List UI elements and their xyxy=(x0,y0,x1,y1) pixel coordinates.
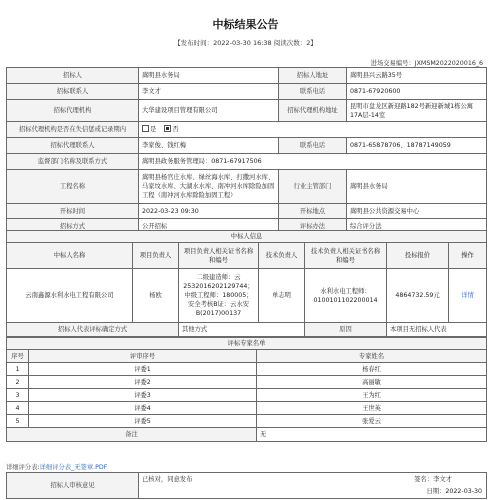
expert-no: 1 xyxy=(7,363,29,376)
label-remark: 备注 xyxy=(7,428,257,442)
discredit-options xyxy=(139,122,487,138)
page-title: 中标结果公告 xyxy=(212,18,279,31)
winner-section-title: 中标人信息 xyxy=(7,231,487,243)
value-open-place: 嵩明县公共资源交易中心 xyxy=(347,204,487,219)
col-header: 序号 xyxy=(7,350,29,363)
expert-seq: 评委2 xyxy=(29,376,257,389)
label-project-name: 工程名称 xyxy=(7,170,139,204)
table-row xyxy=(7,389,487,402)
expert-seq: 评委3 xyxy=(29,389,257,402)
expert-name: 王为红 xyxy=(257,389,487,402)
col-header: 投标报价 xyxy=(387,243,449,269)
expert-name: 王世英 xyxy=(257,402,487,415)
date-label: 日期： xyxy=(426,488,446,495)
expert-name: 杨春红 xyxy=(257,363,487,376)
value-rep-method: 其他方式 xyxy=(179,323,305,337)
winner-table xyxy=(6,230,487,337)
col-header: 专家姓名 xyxy=(257,350,487,363)
value-phone: 0871-67920600 xyxy=(347,84,487,100)
info-row xyxy=(7,138,487,154)
info-row xyxy=(7,204,487,219)
label-phone: 联系电话 xyxy=(279,84,347,100)
label-eval-method: 评标办法 xyxy=(279,219,347,234)
expert-no: 4 xyxy=(7,402,29,415)
info-row xyxy=(7,170,487,204)
label-agency-phone: 联系电话 xyxy=(279,138,347,154)
radio-no[interactable] xyxy=(164,125,171,132)
col-header: 评审序号 xyxy=(29,350,257,363)
score-sheet-link[interactable]: 详细评分表_无签章.PDF xyxy=(39,464,108,471)
expert-seq: 评委4 xyxy=(29,402,257,415)
info-row xyxy=(7,100,487,122)
info-row xyxy=(7,122,487,138)
label-supervisor: 监督部门名称及联系方式 xyxy=(7,154,139,170)
radio-yes[interactable] xyxy=(142,125,149,132)
label-open-place: 开标地点 xyxy=(279,204,347,219)
label-agency-address: 招标代理机构地址 xyxy=(279,100,347,122)
expert-header-row xyxy=(7,350,487,363)
table-row xyxy=(7,415,487,428)
value-agency-address: 昆明市盘龙区新迎路182号新迎新城1栋公寓17A层-14室 xyxy=(347,100,487,122)
label-tender-method: 招标方式 xyxy=(7,219,139,234)
audit-table xyxy=(6,472,487,499)
expert-seq: 评委1 xyxy=(29,363,257,376)
label-agency: 招标代理机构 xyxy=(7,100,139,122)
score-sheet-label: 详细评分表: xyxy=(6,464,40,471)
date-value: 2022-03-30 xyxy=(445,488,482,495)
option-yes-label: 是 xyxy=(150,126,157,133)
expert-table xyxy=(6,337,487,442)
value-eval-method: 综合评分法 xyxy=(347,219,487,234)
expert-section-title: 评标专家名单 xyxy=(7,338,487,350)
label-agency-contact: 招标代理联系人 xyxy=(7,138,139,154)
info-row xyxy=(7,84,487,100)
info-row xyxy=(7,68,487,84)
col-header: 技术负责人 xyxy=(259,243,305,269)
score-sheet-line xyxy=(6,462,107,471)
winner-tech-cert: 水利水电工程师：0100101102200014 xyxy=(305,269,387,323)
label-tenderer-address: 招标人地址 xyxy=(279,68,347,84)
remark-row xyxy=(7,428,487,442)
table-row xyxy=(7,402,487,415)
audit-signature xyxy=(414,475,452,484)
value-project-name: 嵩明县杨官庄水库、绿丝海水库、打撒河水库、马家坟水库、大湖水水库、南冲河水库除险加固工程（南冲河水库除险加固工程） xyxy=(139,170,279,204)
expert-no: 3 xyxy=(7,389,29,402)
col-header: 技术负责人相关证书名称和编号 xyxy=(305,243,387,269)
method-row xyxy=(7,323,487,337)
value-industry-dept: 嵩明县水务局 xyxy=(347,170,487,204)
audit-opinion: 已核对，同意发布 xyxy=(142,476,193,483)
value-tender-method: 公开招标 xyxy=(139,219,279,234)
label-audit: 招标人审核意见 xyxy=(7,473,139,499)
audit-cell xyxy=(139,473,487,499)
publish-meta: 【发布时间：2022-03-30 16:38 阅读次数：2】 xyxy=(174,39,317,47)
detail-link[interactable]: 详情 xyxy=(449,269,487,323)
label-contact: 招标联系人 xyxy=(7,84,139,100)
option-no-label: 否 xyxy=(172,126,179,133)
winner-name: 云南鑫源水利水电工程有限公司 xyxy=(7,269,133,323)
expert-seq: 评委5 xyxy=(29,415,257,428)
value-contact: 李文才 xyxy=(139,84,279,100)
signer-name: 李文才 xyxy=(433,476,452,483)
value-agency-contact: 李家俊、钱红梅 xyxy=(139,138,279,154)
label-tenderer: 招标人 xyxy=(7,68,139,84)
table-row xyxy=(7,363,487,376)
value-agency: 大华建设项目管理有限公司 xyxy=(139,100,279,122)
value-remark: 无 xyxy=(257,428,487,442)
value-tenderer-address: 嵩明县兴云路35号 xyxy=(347,68,487,84)
winner-price: 4864732.59元 xyxy=(387,269,449,323)
label-rep-method: 招标人代表评标确定方式 xyxy=(7,323,179,337)
info-row xyxy=(7,154,487,170)
project-info-table xyxy=(6,67,487,234)
value-reason: 本项目无招标人代表 xyxy=(387,323,487,337)
col-header: 项目负责人 xyxy=(133,243,179,269)
col-header: 操作 xyxy=(449,243,487,269)
expert-no: 5 xyxy=(7,415,29,428)
expert-name: 高丽敏 xyxy=(257,376,487,389)
col-header: 中标人名称 xyxy=(7,243,133,269)
table-row xyxy=(7,376,487,389)
label-open-time: 开标时间 xyxy=(7,204,139,219)
trade-number: 进场交易编号：JXMSM2022020016_6 xyxy=(370,60,483,67)
expert-name: 张爱云 xyxy=(257,415,487,428)
label-industry-dept: 行业主管部门 xyxy=(279,170,347,204)
value-agency-phone: 0871-65878706、18787149059 xyxy=(347,138,487,154)
audit-row xyxy=(7,473,487,499)
winner-header-row xyxy=(7,243,487,269)
value-tenderer: 嵩明县水务局 xyxy=(139,68,279,84)
winner-pm: 杨欧 xyxy=(133,269,179,323)
value-supervisor: 嵩明县政务服务管理局：0871-67917506 xyxy=(139,154,487,170)
label-discredit: 招标代理机构是否在失信惩戒记录期内 xyxy=(7,122,139,138)
winner-pm-cert: 二级建造师：云2532016202129744；中级工程师：180005；安全考核B证：云水安B(2017)00137 xyxy=(179,269,259,323)
winner-tech: 单志明 xyxy=(259,269,305,323)
value-open-time: 2022-03-23 09:30 xyxy=(139,204,279,219)
winner-row xyxy=(7,269,487,323)
sign-label: 签名： xyxy=(414,476,434,483)
expert-no: 2 xyxy=(7,376,29,389)
label-reason: 原因 xyxy=(305,323,387,337)
col-header: 项目负责人相关证书名称和编号 xyxy=(179,243,259,269)
audit-date xyxy=(427,487,483,496)
